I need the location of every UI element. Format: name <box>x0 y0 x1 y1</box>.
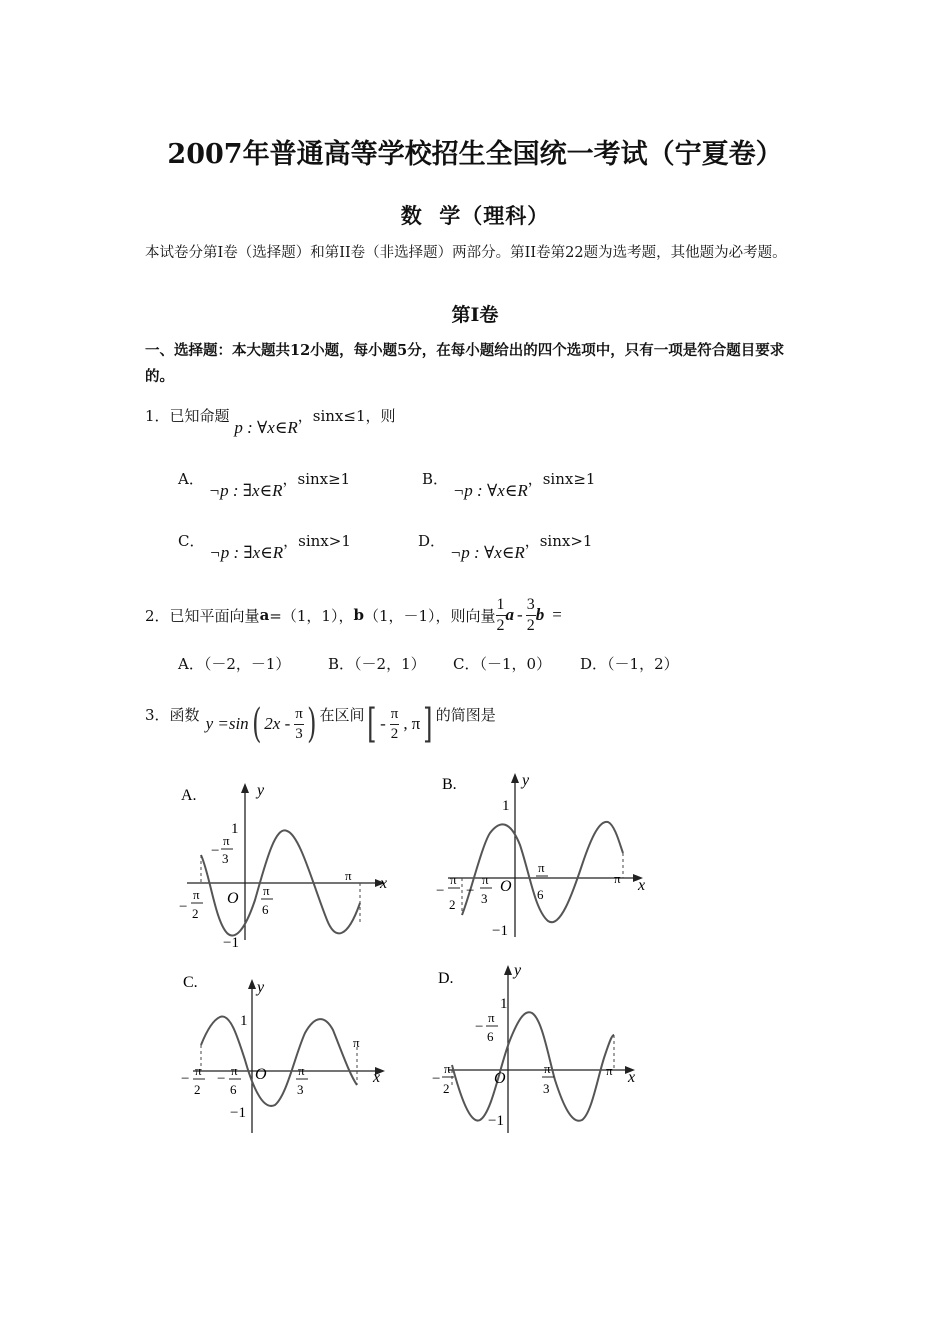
graph-d[interactable] <box>430 955 655 1140</box>
svg-text:3: 3 <box>297 1082 304 1097</box>
question-1 <box>145 405 396 437</box>
tick-neg-pi-3 <box>211 833 233 866</box>
option-d[interactable] <box>418 530 593 562</box>
svg-text:−: − <box>466 883 475 899</box>
svg-text:π: π <box>482 872 489 887</box>
tick-neg-one: −1 <box>223 935 239 951</box>
tick-neg-pi-3 <box>466 872 492 906</box>
tick-pi: π <box>345 868 352 883</box>
svg-text:−: − <box>432 1071 441 1087</box>
svg-text:−: − <box>179 899 188 915</box>
vector-b-expr: b <box>535 605 545 624</box>
svg-text:2: 2 <box>194 1082 201 1097</box>
svg-text:−: − <box>217 1071 226 1087</box>
fraction-three-halves: $\frac{3}{2}$ <box>526 595 535 634</box>
svg-text:6: 6 <box>230 1082 237 1097</box>
section-heading: 一、选择题：本大题共12小题，每小题5分，在每小题给出的四个选项中，只有一项是符合题目要求的。 <box>145 342 785 385</box>
svg-text:π: π <box>444 1061 451 1076</box>
tick-one: 1 <box>240 1013 248 1029</box>
option-expr: ¬p : ∃x∈R <box>208 481 283 500</box>
question-number: 3． <box>145 706 170 724</box>
graph-label: D. <box>438 970 454 987</box>
question-2 <box>145 590 562 640</box>
tick-pi-6 <box>261 883 273 917</box>
x-axis-label: x <box>638 877 646 894</box>
svg-text:π: π <box>223 833 230 848</box>
vector-a-value: =（1，1）， <box>269 606 354 625</box>
intro-text: 本试卷分第I卷（选择题）和第II卷（非选择题）两部分。第II卷第22题为选考题，其他题为必考题。 <box>145 245 787 261</box>
option-expr: ¬p : ∀x∈R <box>449 543 525 562</box>
question-stem: 函数 <box>169 706 200 724</box>
tick-neg-pi-2 <box>181 1063 205 1097</box>
graph-c[interactable] <box>175 965 400 1140</box>
graph-label: C. <box>183 974 198 991</box>
svg-text:3: 3 <box>481 891 488 906</box>
tick-neg-pi-6 <box>217 1063 241 1097</box>
y-arrow-icon <box>511 773 519 783</box>
option-label: C． <box>178 532 205 550</box>
svg-text:6: 6 <box>487 1029 494 1044</box>
origin-label: O <box>494 1070 506 1087</box>
question-3 <box>145 698 496 750</box>
x-axis-label: x <box>380 875 388 892</box>
option-cond: ，sinx≥1 <box>527 470 596 488</box>
y-arrow-icon <box>248 979 256 989</box>
option-cond: ，sinx≥1 <box>282 470 351 488</box>
question-number: 2． <box>145 606 170 625</box>
function-y: y =sin <box>205 714 249 733</box>
minus-sign: - <box>517 605 523 624</box>
x-axis-label: x <box>628 1069 636 1086</box>
q2-option-b[interactable]: B．（－2，1） <box>328 655 426 673</box>
option-a[interactable] <box>178 468 351 500</box>
interval-pi: π <box>411 714 421 733</box>
fraction-half: $\frac{1}{2}$ <box>496 595 505 634</box>
fraction-pi-2: $\frac{\pi}{2}$ <box>390 705 399 742</box>
y-arrow-icon <box>504 965 512 975</box>
bracket-right: ] <box>423 701 433 747</box>
svg-text:3: 3 <box>543 1081 550 1096</box>
question-stem-mid: 在区间 <box>319 706 365 724</box>
question-stem-end: 的简图是 <box>435 706 496 724</box>
option-label: D． <box>418 532 446 550</box>
tick-neg-one: −1 <box>492 923 508 939</box>
svg-text:π: π <box>450 872 457 887</box>
graph-a[interactable] <box>175 775 400 955</box>
tick-neg-pi-2 <box>179 887 203 921</box>
origin-label: O <box>500 878 512 895</box>
svg-text:−: − <box>181 1071 190 1087</box>
page-title: 2007年普通高等学校招生全国统一考试（宁夏卷） <box>167 139 783 170</box>
fraction-pi-3: $\frac{\pi}{3}$ <box>295 705 303 742</box>
svg-text:−: − <box>211 843 220 859</box>
option-cond: ，sinx>1 <box>283 532 351 550</box>
tick-pi-6 <box>536 860 548 902</box>
paren-right: ) <box>306 701 317 747</box>
graph-label: A. <box>181 787 197 804</box>
option-label: A． <box>178 470 204 488</box>
svg-text:6: 6 <box>537 887 544 902</box>
option-b[interactable] <box>422 468 596 500</box>
y-axis-label: y <box>257 782 265 799</box>
paren-left: ( <box>251 701 262 747</box>
vector-b: b <box>353 606 364 624</box>
y-axis-label: y <box>514 962 522 979</box>
q2-option-d[interactable]: D．（－1，2） <box>580 655 679 673</box>
vector-a: a <box>259 606 270 624</box>
function-arg: 2x - <box>264 714 291 733</box>
tick-pi-3 <box>296 1063 308 1097</box>
svg-text:−: − <box>475 1019 484 1035</box>
vector-b-value: （1，－1），则向量 <box>363 606 496 625</box>
svg-text:π: π <box>538 860 545 875</box>
sine-curve <box>201 1017 357 1106</box>
svg-text:π: π <box>195 1063 202 1078</box>
tick-neg-one: −1 <box>488 1113 504 1129</box>
bracket-left: [ <box>367 701 377 747</box>
svg-text:π: π <box>193 887 200 902</box>
svg-text:2: 2 <box>192 906 199 921</box>
question-number: 1． <box>145 407 170 425</box>
interval-comma: , <box>403 714 408 733</box>
question-stem: 已知命题 <box>169 407 230 425</box>
svg-text:2: 2 <box>449 897 456 912</box>
question-stem-cont: ，sinx≤1，则 <box>297 407 396 425</box>
q2-option-a[interactable]: A．（－2，－1） <box>178 655 291 673</box>
y-axis-label: y <box>257 979 265 996</box>
vector-a-expr: a <box>505 605 515 624</box>
tick-one: 1 <box>231 821 239 837</box>
graph-label: B. <box>442 776 457 793</box>
svg-text:π: π <box>231 1063 238 1078</box>
svg-text:6: 6 <box>262 902 269 917</box>
y-axis-label: y <box>522 772 530 789</box>
y-arrow-icon <box>241 783 249 793</box>
tick-pi: π <box>353 1035 360 1050</box>
option-label: B． <box>422 470 449 488</box>
tick-pi: π <box>606 1063 613 1078</box>
volume-heading: 第I卷 <box>451 304 499 326</box>
page-subtitle: 数 学（理科） <box>400 203 550 228</box>
equals-sign: = <box>552 605 562 624</box>
option-expr: ¬p : ∃x∈R <box>209 543 284 562</box>
option-cond: ，sinx>1 <box>524 532 593 550</box>
proposition-p: p : ∀x∈R <box>234 418 298 437</box>
question-stem: 已知平面向量 <box>169 606 260 625</box>
svg-text:π: π <box>488 1010 495 1025</box>
svg-text:π: π <box>263 883 270 898</box>
q2-option-c[interactable]: C．（－1，0） <box>453 655 552 673</box>
tick-one: 1 <box>500 996 508 1012</box>
graph-b[interactable] <box>430 765 655 945</box>
option-c[interactable] <box>178 530 351 562</box>
svg-text:−: − <box>436 883 445 899</box>
tick-one: 1 <box>502 798 510 814</box>
svg-text:π: π <box>298 1063 305 1078</box>
svg-text:3: 3 <box>222 851 229 866</box>
tick-neg-pi-6 <box>475 1010 498 1044</box>
neg-sign: - <box>380 714 386 733</box>
svg-text:π: π <box>544 1061 551 1076</box>
origin-label: O <box>227 890 239 907</box>
tick-neg-pi-2 <box>432 1061 454 1096</box>
tick-pi: π <box>614 871 621 886</box>
tick-neg-one: −1 <box>230 1105 246 1121</box>
option-expr: ¬p : ∀x∈R <box>452 481 528 500</box>
origin-label: O <box>255 1066 267 1083</box>
x-axis-label: x <box>373 1069 381 1086</box>
svg-text:2: 2 <box>443 1081 450 1096</box>
